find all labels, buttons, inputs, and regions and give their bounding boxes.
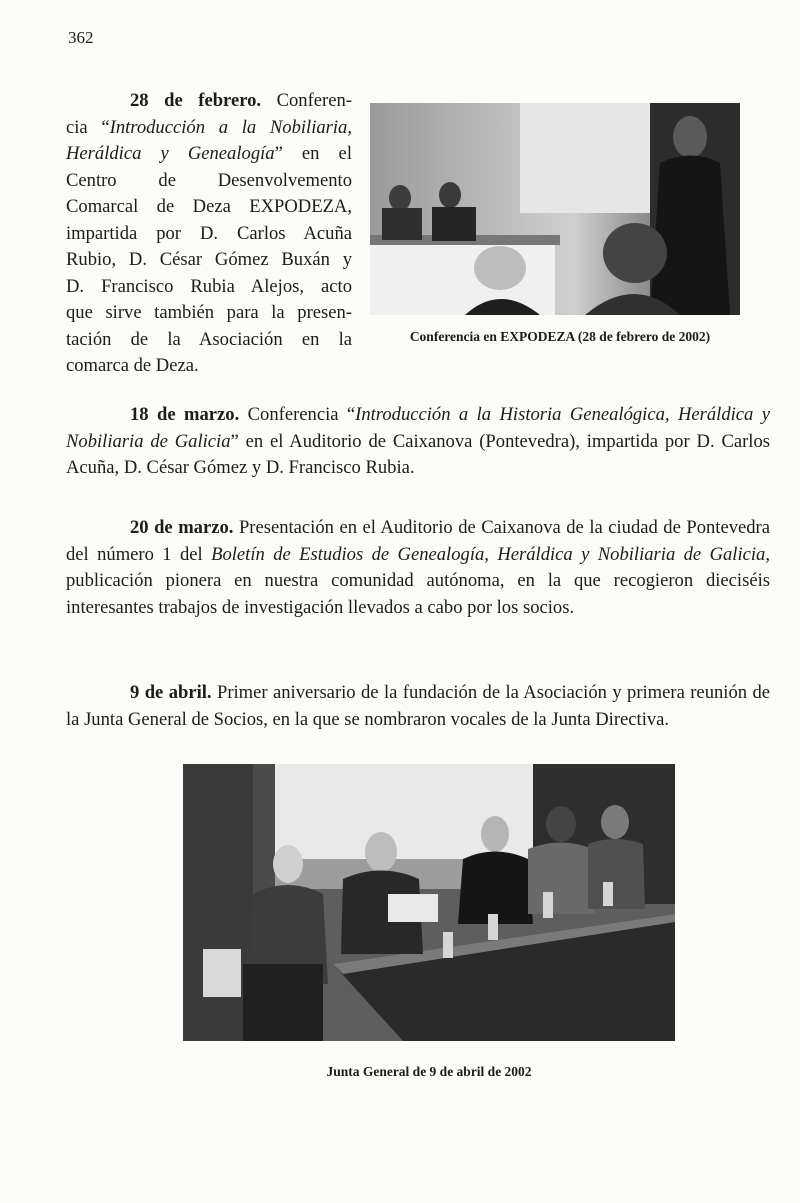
entry-line: Comarcal de Deza EXPODEZA,	[66, 196, 352, 217]
entry-apr-9: 9 de abril. Primer aniversario de la fundación de la Asociación y primera reunión de la Junta General de Socios, en la que se nombraron vocales de la Junta Directiva.	[66, 682, 770, 730]
expodeza-photo	[370, 103, 740, 315]
entry-date: 28 de febrero.	[130, 90, 262, 111]
entry-line: D. Francisco Rubia Alejos, acto	[66, 275, 352, 297]
entry-date: 9 de abril.	[130, 682, 212, 703]
entry-mar-18: 18 de marzo. Conferencia “Introducción a la Historia Genealógica, Heráldica y Nobiliaria de Galicia” en el Auditorio de Caixanova (Pontevedra), impartida por D. Carlos Acuña, D. César Gómez y D. Francisco Rubia.	[66, 404, 770, 478]
junta-general-photo	[183, 764, 675, 1041]
entry-date: 18 de marzo.	[130, 404, 240, 425]
entry-date: 20 de marzo.	[130, 517, 234, 538]
entry-line: 28 de febrero. Conferen-	[130, 90, 352, 111]
photo-caption: Conferencia en EXPODEZA (28 de febrero de 2002)	[409, 329, 711, 344]
entry-line: tación de la Asociación en la	[66, 328, 352, 350]
entry-mar-20: 20 de marzo. Presentación en el Auditorio de Caixanova de la ciudad de Pontevedra del número 1 del Boletín de Estudios de Genealogía, Heráldica y Nobiliaria de Galicia, publicación pionera en nuestra comunidad autónoma, en la que recogieron dieciséis interesantes trabajos de investigación llevados a cabo por los socios.	[66, 517, 771, 618]
entry-feb-28	[66, 88, 352, 380]
entry-line: Rubio, D. César Gómez Buxán y	[66, 249, 352, 270]
page-number: 362	[68, 28, 94, 47]
photo-caption: Junta General de 9 de abril de 2002	[326, 1064, 532, 1079]
entry-line: Centro de Desenvolvemento	[66, 169, 352, 191]
bulletin-title: Boletín de Estudios de Genealogía, Heráldica y Nobiliaria de Galicia	[211, 543, 766, 565]
entry-line: Heráldica y Genealogía” en el	[66, 143, 352, 164]
entry-line: cia “Introducción a la Nobiliaria,	[66, 116, 353, 138]
conference-title: Heráldica y Genealogía	[66, 143, 275, 164]
conference-title: Introducción a la Nobiliaria,	[109, 116, 353, 138]
conference-title: Introducción a la Historia Genealógica, Heráldica y Nobiliaria de Galicia	[66, 404, 770, 452]
entry-line: impartida por D. Carlos Acuña	[66, 222, 352, 244]
entry-line: comarca de Deza.	[66, 355, 199, 376]
entry-line: que sirve también para la presen-	[66, 302, 352, 323]
